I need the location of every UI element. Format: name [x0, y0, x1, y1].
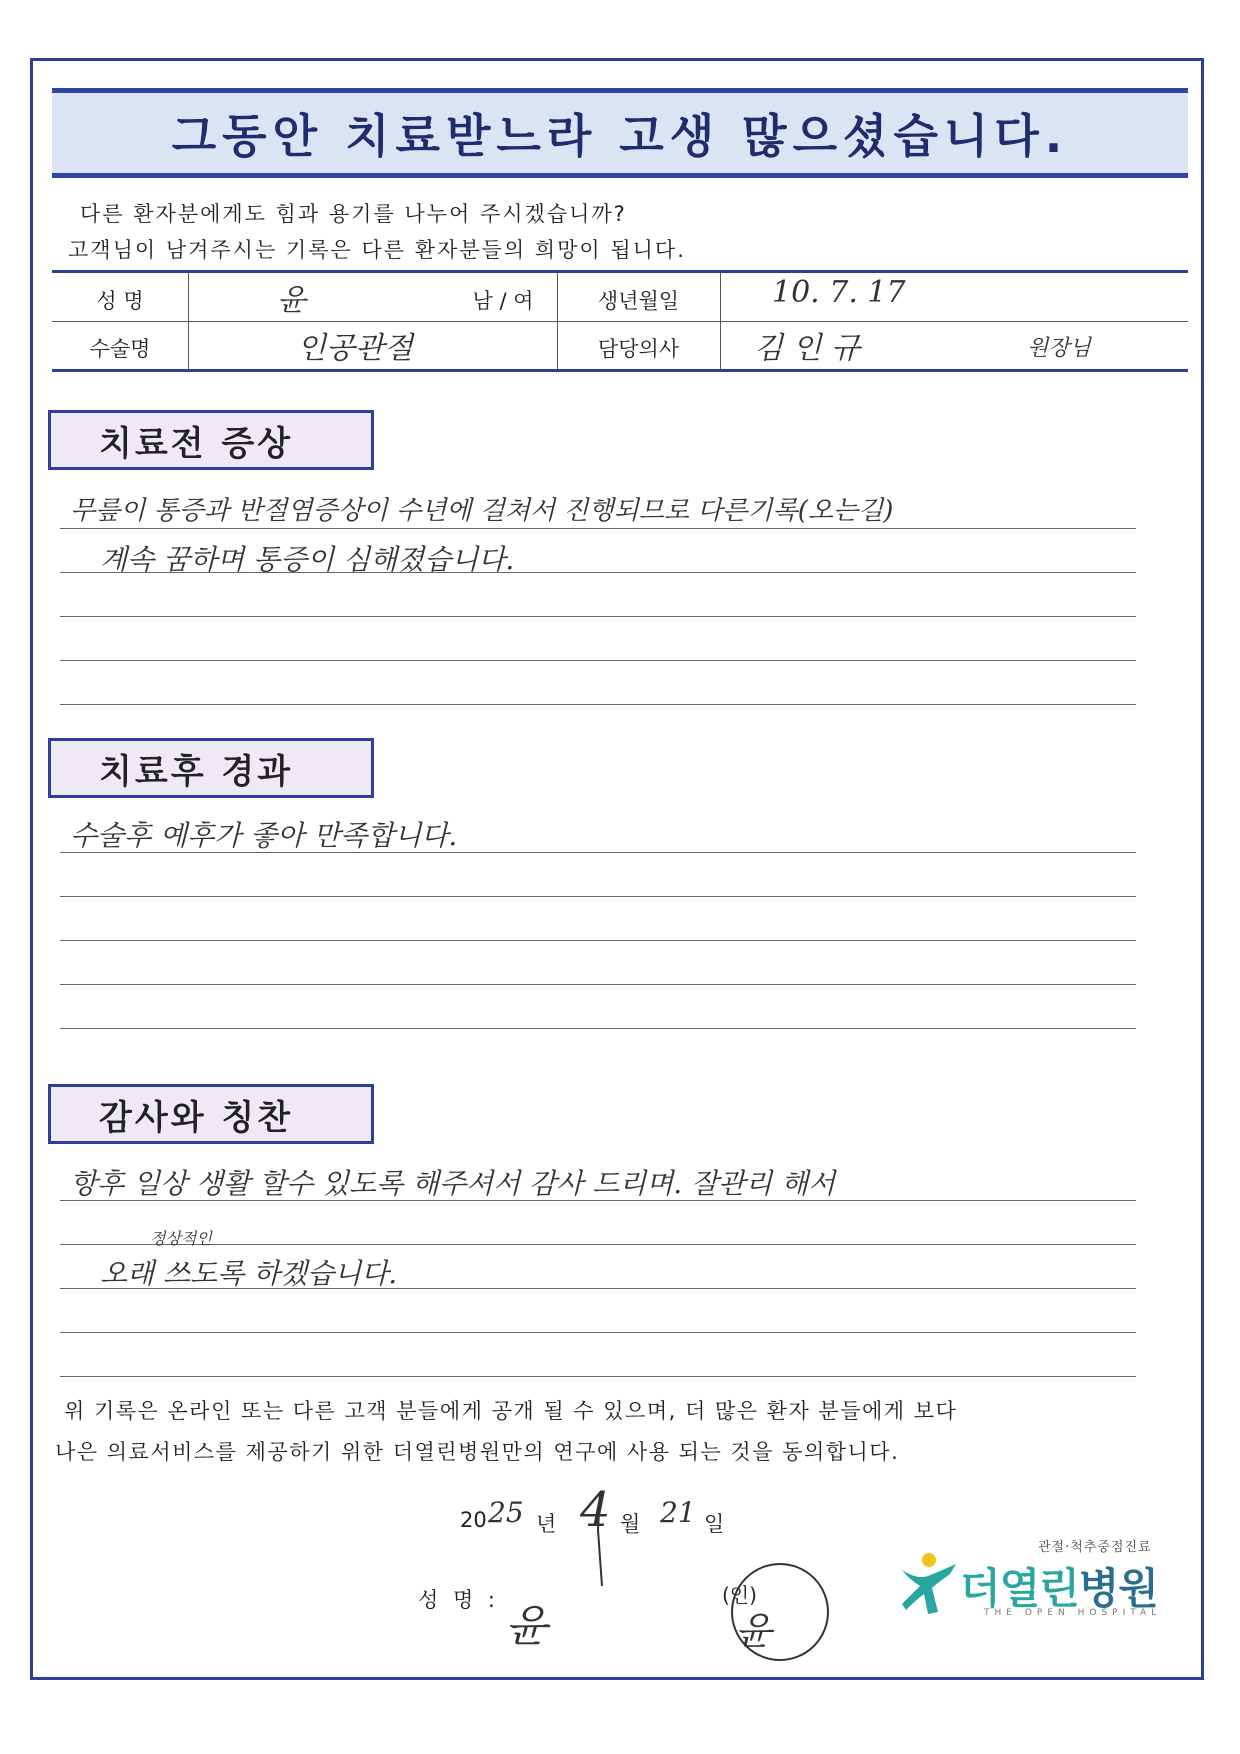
ruled-line	[60, 1028, 1136, 1029]
pen-stroke-icon	[590, 1490, 610, 1590]
consent-line-1: 위 기록은 온라인 또는 다른 고객 분들에게 공개 될 수 있으며, 더 많은 환자 분들에게 보다	[64, 1399, 958, 1423]
surgery-value[interactable]: 인공관절	[297, 331, 413, 366]
date-year-label: 년	[536, 1512, 557, 1536]
signature-name[interactable]: 윤	[505, 1601, 548, 1652]
page-title: 그동안 치료받느라 고생 많으셨습니다.	[171, 109, 1069, 163]
surgery-label: 수술명	[89, 337, 151, 361]
ruled-line	[60, 896, 1136, 897]
date-month-value[interactable]: 4	[580, 1482, 611, 1538]
intro-line-2: 고객님이 남겨주시는 기록은 다른 환자분들의 희망이 됩니다.	[68, 238, 686, 262]
ruled-line	[60, 616, 1136, 617]
thanks-line-1[interactable]: 항후 일상 생활 할수 있도록 해주셔서 감사 드리며. 잘관리 해서	[70, 1167, 836, 1200]
table-row-divider	[52, 321, 1188, 322]
birth-label: 생년월일	[597, 289, 680, 313]
logo-name-part1: 더열린	[960, 1564, 1079, 1613]
date-year-prefix: 20	[460, 1508, 487, 1532]
doctor-label: 담당의사	[597, 337, 680, 361]
intro-line-1: 다른 환자분에게도 힘과 용기를 나누어 주시겠습니까?	[80, 202, 627, 226]
after-line-1[interactable]: 수술후 예후가 좋아 만족합니다.	[70, 819, 458, 852]
gender-label[interactable]: 남 / 여	[472, 289, 534, 313]
ruled-line	[60, 704, 1136, 705]
section-before-label: 치료전 증상	[99, 423, 294, 464]
date-year-value[interactable]: 25	[488, 1496, 524, 1529]
ruled-line	[60, 984, 1136, 985]
doctor-suffix: 원장님	[1027, 336, 1091, 361]
logo-name-part2: 병원	[1078, 1564, 1158, 1613]
ruled-line	[60, 660, 1136, 661]
hospital-logo	[898, 1536, 1162, 1622]
consent-line-2: 나은 의료서비스를 제공하기 위한 더열린병원만의 연구에 사용 되는 것을 동의합니다.	[55, 1440, 900, 1464]
section-before-header	[48, 410, 374, 470]
logo-tagline: 관절·척추중점진료	[1038, 1540, 1152, 1555]
hospital-mark-icon	[898, 1550, 960, 1616]
ruled-line	[60, 1332, 1136, 1333]
name-value[interactable]: 윤	[277, 283, 306, 318]
before-line-2[interactable]: 계속 꿈하며 통증이 심해졌습니다.	[100, 543, 515, 576]
before-line-1[interactable]: 무릎이 통증과 반절염증상이 수년에 걸쳐서 진행되므로 다른기록(오는길)	[70, 496, 894, 526]
logo-name	[960, 1556, 1158, 1616]
seal-signature[interactable]: 윤	[735, 1609, 772, 1653]
section-after-header	[48, 738, 374, 798]
title-banner	[52, 88, 1188, 178]
seal-label: (인)	[722, 1583, 757, 1607]
date-day-value[interactable]: 21	[660, 1496, 696, 1529]
birth-value[interactable]: 10. 7. 17	[772, 275, 906, 310]
ruled-line	[60, 528, 1136, 529]
ruled-line	[60, 1376, 1136, 1377]
section-thanks-header	[48, 1084, 374, 1144]
name-label: 성 명	[96, 289, 144, 313]
signature-label: 성 명 :	[418, 1588, 499, 1612]
date-month-label: 월	[620, 1512, 641, 1536]
table-col-divider	[720, 273, 721, 369]
section-thanks-label: 감사와 칭찬	[99, 1097, 294, 1138]
doctor-value[interactable]: 김 인 규	[754, 331, 861, 366]
thanks-line-2[interactable]: 오래 쓰도록 하겠습니다.	[100, 1257, 398, 1290]
thanks-insert-note: 정상적인	[150, 1229, 212, 1248]
date-day-label: 일	[704, 1512, 725, 1536]
table-col-divider	[188, 273, 189, 369]
logo-subtitle: THE OPEN HOSPITAL	[984, 1608, 1162, 1618]
patient-info-table	[52, 270, 1188, 372]
seal-circle-icon	[722, 1556, 842, 1666]
ruled-line	[60, 940, 1136, 941]
section-after-label: 치료후 경과	[99, 751, 294, 792]
ruled-line	[60, 1244, 1136, 1245]
